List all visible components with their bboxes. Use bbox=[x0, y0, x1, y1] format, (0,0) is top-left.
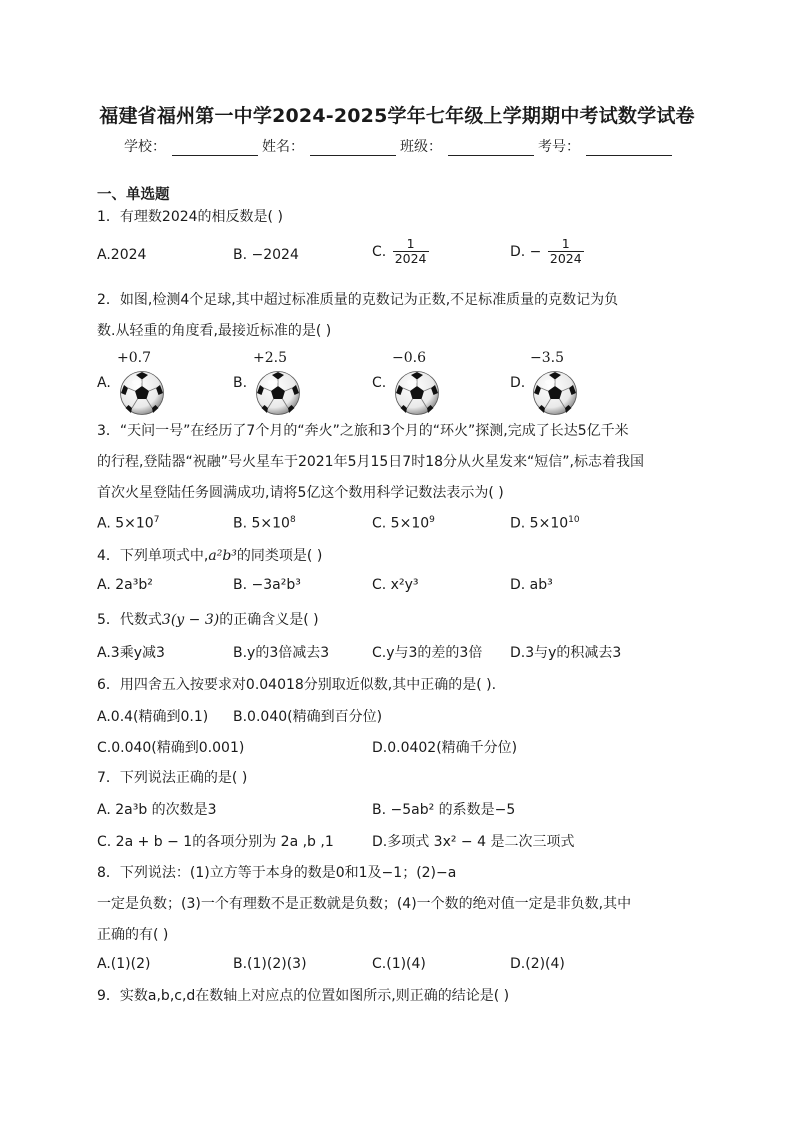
q2-ball-option bbox=[109, 350, 169, 420]
q4-option-a: A. 2a³b² bbox=[97, 577, 153, 593]
q3-option-a bbox=[97, 515, 159, 532]
school-label: 学校： bbox=[124, 139, 166, 155]
q5-option-d: D.3与y的积减去3 bbox=[510, 645, 622, 661]
q5-stem bbox=[97, 609, 319, 629]
q4-stem-math: a²b³ bbox=[208, 548, 237, 564]
q2-line-2: 数.从轻重的角度看,最接近标准的是( ) bbox=[97, 323, 332, 339]
q6-stem: 6．用四舍五入按要求对0.04018分别取近似数,其中正确的是( ). bbox=[97, 677, 497, 693]
q1-stem: 1．有理数2024的相反数是( ) bbox=[97, 209, 283, 225]
number-field[interactable] bbox=[586, 141, 672, 156]
q2-ball-option bbox=[522, 350, 582, 420]
name-label: 姓名： bbox=[262, 139, 304, 155]
number-label: 考号： bbox=[538, 139, 580, 155]
q2-ball-option bbox=[384, 350, 444, 420]
q8-option-c: C.(1)(4) bbox=[372, 956, 426, 972]
q1-option-b: B. −2024 bbox=[233, 247, 299, 263]
q3-line-3: 首次火星登陆任务圆满成功,请将5亿这个数用科学记数法表示为( ) bbox=[97, 485, 504, 501]
q3-option-b bbox=[233, 515, 296, 532]
ball-weight-label: +0.7 bbox=[117, 350, 151, 366]
q1-d-fraction bbox=[548, 237, 584, 267]
name-field[interactable] bbox=[310, 141, 396, 156]
ball-weight-label: −3.5 bbox=[530, 350, 564, 366]
q8-line-2: 一定是负数；(3)一个有理数不是正数就是负数；(4)一个数的绝对值一定是非负数,其中 bbox=[97, 896, 632, 912]
q6-option-d: D.0.0402(精确千分位) bbox=[372, 740, 518, 756]
q2-option-letter: A. bbox=[97, 375, 111, 391]
q8-option-b: B.(1)(2)(3) bbox=[233, 956, 307, 972]
school-field[interactable] bbox=[172, 141, 258, 156]
q3-d-base: D. 5×10 bbox=[510, 515, 569, 532]
q5-stem-pre: 5．代数式 bbox=[97, 612, 162, 628]
q9-stem: 9．实数a,b,c,d在数轴上对应点的位置如图所示,则正确的结论是( ) bbox=[97, 988, 510, 1004]
q3-line-1: 3．“天问一号”在经历了7个月的“奔火”之旅和3个月的“环火”探测,完成了长达5亿千米 bbox=[97, 423, 629, 439]
q4-option-b: B. −3a²b³ bbox=[233, 577, 301, 593]
q6-option-b: B.0.040(精确到百分位) bbox=[233, 709, 383, 725]
class-label: 班级： bbox=[400, 139, 442, 155]
q5-option-a: A.3乘y减3 bbox=[97, 645, 165, 661]
ball-weight-label: +2.5 bbox=[253, 350, 287, 366]
q3-c-base: C. 5×10 bbox=[372, 515, 430, 532]
q1-c-prefix: C. bbox=[372, 243, 387, 260]
q5-option-c: C.y与3的差的3倍 bbox=[372, 645, 483, 661]
q1-option-c bbox=[372, 237, 429, 267]
q1-c-numerator: 1 bbox=[406, 236, 415, 251]
q3-b-exponent: 8 bbox=[289, 515, 296, 525]
q4-option-d: D. ab³ bbox=[510, 577, 553, 593]
q3-a-exponent: 7 bbox=[153, 515, 160, 525]
q2-option-letter: C. bbox=[372, 375, 387, 391]
q1-d-prefix: D. − bbox=[510, 243, 542, 260]
q8-option-a: A.(1)(2) bbox=[97, 956, 151, 972]
q7-option-a: A. 2a³b 的次数是3 bbox=[97, 802, 217, 818]
q8-line-1: 8．下列说法：(1)立方等于本身的数是0和1及−1；(2)−a bbox=[97, 865, 457, 881]
q4-stem-post: 的同类项是( ) bbox=[236, 548, 323, 564]
q7-stem: 7．下列说法正确的是( ) bbox=[97, 770, 248, 786]
q4-stem bbox=[97, 545, 322, 565]
q1-d-denominator: 2024 bbox=[549, 251, 582, 267]
q3-option-d bbox=[510, 515, 580, 532]
q5-stem-math: 3(y − 3) bbox=[161, 612, 220, 628]
q2-option-letter: D. bbox=[510, 375, 526, 391]
student-info-row bbox=[124, 136, 676, 156]
q8-line-3: 正确的有( ) bbox=[97, 927, 169, 943]
q7-option-d: D.多项式 3x² − 4 是二次三项式 bbox=[372, 834, 575, 850]
q4-option-c: C. x²y³ bbox=[372, 577, 419, 593]
q2-option-letter: B. bbox=[233, 375, 248, 391]
q3-b-base: B. 5×10 bbox=[233, 515, 290, 532]
section-heading: 一、单选题 bbox=[97, 187, 170, 203]
soccer-ball-icon bbox=[394, 370, 440, 416]
q2-ball-option bbox=[245, 350, 305, 420]
q5-stem-post: 的正确含义是( ) bbox=[219, 612, 319, 628]
q7-option-b: B. −5ab² 的系数是−5 bbox=[372, 802, 516, 818]
q3-a-base: A. 5×10 bbox=[97, 515, 154, 532]
q1-c-fraction bbox=[393, 237, 429, 267]
q2-line-1: 2．如图,检测4个足球,其中超过标准质量的克数记为正数,不足标准质量的克数记为负 bbox=[97, 292, 619, 308]
q8-option-d: D.(2)(4) bbox=[510, 956, 565, 972]
soccer-ball-icon bbox=[119, 370, 165, 416]
q3-d-exponent: 10 bbox=[568, 515, 580, 525]
soccer-ball-icon bbox=[532, 370, 578, 416]
exam-title: 福建省福州第一中学2024-2025学年七年级上学期期中考试数学试卷 bbox=[99, 105, 695, 127]
q7-option-c: C. 2a + b − 1的各项分别为 2a ,b ,1 bbox=[97, 834, 334, 850]
q1-c-denominator: 2024 bbox=[394, 251, 427, 267]
q1-option-a: A.2024 bbox=[97, 247, 147, 263]
q3-c-exponent: 9 bbox=[429, 515, 435, 525]
q5-option-b: B.y的3倍减去3 bbox=[233, 645, 330, 661]
soccer-ball-icon bbox=[255, 370, 301, 416]
ball-weight-label: −0.6 bbox=[392, 350, 426, 366]
q3-line-2: 的行程,登陆器“祝融”号火星车于2021年5月15日7时18分从火星发来“短信”,标志着我国 bbox=[97, 454, 644, 470]
q4-stem-pre: 4．下列单项式中, bbox=[97, 548, 209, 564]
q1-d-numerator: 1 bbox=[561, 236, 570, 251]
q3-option-c bbox=[372, 515, 435, 532]
q6-option-a: A.0.4(精确到0.1) bbox=[97, 709, 209, 725]
q1-option-d bbox=[510, 237, 584, 267]
class-field[interactable] bbox=[448, 141, 534, 156]
q6-option-c: C.0.040(精确到0.001) bbox=[97, 740, 245, 756]
